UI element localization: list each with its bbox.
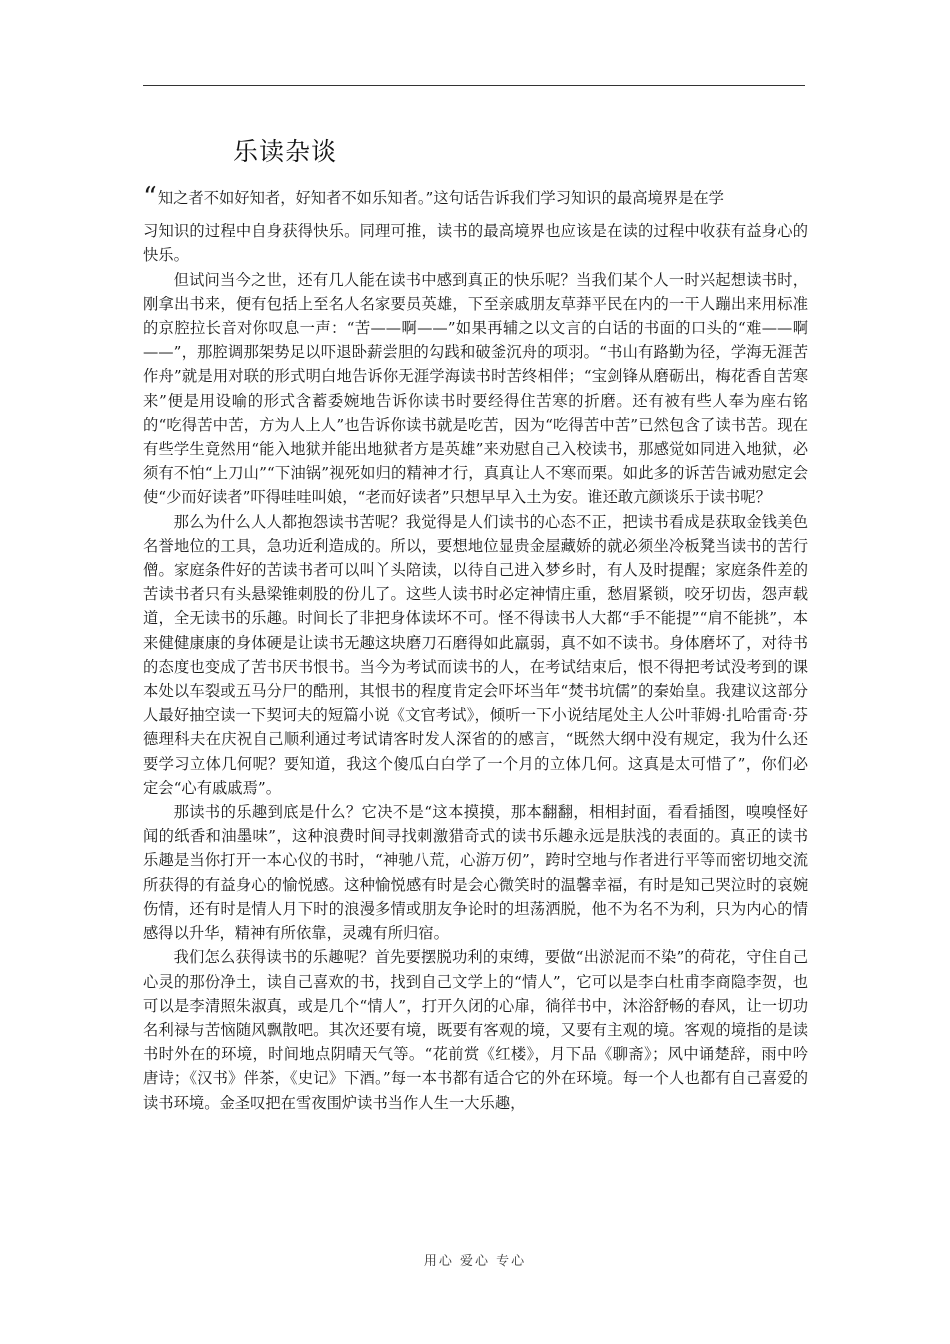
paragraph-1: 但试问当今之世，还有几人能在读书中感到真正的快乐呢？当我们某个人一时兴起想读书时，刚拿出书来，便有包括上至名人名家要员英雄，下至亲戚朋友草莽平民在内的一干人蹦出来用标准的京腔拉长音对你叹息一声：“苦——啊——”如果再辅之以文言的白话的书面的口头的“难——啊——”，那腔调那架势足以吓退卧薪尝胆的勾践和破釜沉舟的项羽。“书山有路勤为径，学海无涯苦作舟”就是用对联的形式明白地告诉你无涯学海读书时苦终相伴；“宝剑锋从磨砺出，梅花香自苦寒来”便是用设喻的形式含蓄委婉地告诉你读书时要经得住苦寒的折磨。还有被有些人奉为座右铭的“吃得苦中苦，方为人上人”也告诉你读书就是吃苦，因为“吃得苦中苦”已然包含了读书苦。现在有些学生竟然用“能入地狱并能出地狱者方是英雄”来劝慰自己入校读书，那感觉如同进入地狱，必须有不怕“上刀山”“下油锅”视死如归的精神才行，真真让人不寒而栗。如此多的诉苦告诫劝慰定会使“少而好读者”吓得哇哇叫娘，“老而好读者”只想早早入土为安。谁还敢亢颜谈乐于读书呢？	[143, 270, 808, 507]
intro-rest: 习知识的过程中自身获得快乐。同理可推，读书的最高境界也应该是在读的过程中收获有益身心的快乐。	[143, 222, 808, 265]
paragraph-4: 我们怎么获得读书的乐趣呢？首先要摆脱功利的束缚，要做“出淤泥而不染”的荷花，守住自己心灵的那份净土，读自己喜欢的书，找到自己文学上的“情人”，它可以是李白杜甫李商隐李贺，也可以是李清照朱淑真，或是几个“情人”，打开久闭的心扉，徜徉书中，沐浴舒畅的春风，让一切功名利禄与苦恼随风飘散吧。其次还要有境，既要有客观的境，又要有主观的境。客观的境指的是读书时外在的环境，时间地点阴晴天气等。“花前赏《红楼》，月下品《聊斋》；风中诵楚辞，雨中吟唐诗；《汉书》伴茶，《史记》下酒。”每一本书都有适合它的外在环境。每一个人也都有自己喜爱的读书环境。金圣叹把在雪夜围炉读书当作人生一大乐趣，	[143, 948, 808, 1112]
page-footer: 用心 爱心 专心	[423, 1254, 527, 1269]
article-body	[143, 182, 808, 1115]
header-rule	[143, 85, 805, 86]
paragraph-3: 那读书的乐趣到底是什么？它决不是“这本摸摸，那本翻翻，相相封面，看看插图，嗅嗅怪好闻的纸香和油墨味”，这种浪费时间寻找刺激猎奇式的读书乐趣永远是肤浅的表面的。真正的读书乐趣是当你打开一本心仪的书时，“神驰八荒，心游万仞”，跨时空地与作者进行平等而密切地交流所获得的有益身心的愉悦感。这种愉悦感有时是会心微笑时的温馨幸福，有时是知己哭泣时的哀婉伤情，还有时是情人月下时的浪漫多情或朋友争论时的坦荡洒脱，他不为名不为利，只为内心的情感得以升华，精神有所依靠，灵魂有所归宿。	[143, 803, 808, 943]
intro-line-1: 知之者不如好知者，好知者不如乐知者。”这句话告诉我们学习知识的最高境界是在学	[157, 189, 724, 207]
intro-paragraph	[143, 182, 808, 268]
page-title: 乐读杂谈	[233, 137, 338, 166]
intro-first-line	[143, 182, 808, 213]
paragraph-2: 那么为什么人人都抱怨读书苦呢？我觉得是人们读书的心态不正，把读书看成是获取金钱美色名誉地位的工具，急功近利造成的。所以，要想地位显贵金屋藏娇的就必须坐冷板凳当读书的苦行僧。家庭条件好的苦读书者可以叫丫头陪读，以待自己进入梦乡时，有人及时提醒；家庭条件差的苦读书者只有头悬梁锥刺股的份儿了。这些人读书时必定神情庄重，愁眉紧锁，咬牙切齿，怨声载道，全无读书的乐趣。时间长了非把身体读坏不可。怪不得读书人大都“手不能提”“肩不能挑”，本来健健康康的身体硬是让读书无趣这块磨刀石磨得如此羸弱，真不如不读书。身体磨坏了，对待书的态度也变成了苦书厌书恨书。当今为考试而读书的人，在考试结束后，恨不得把考试没考到的课本处以车裂或五马分尸的酷刑，其恨书的程度肯定会吓坏当年“焚书坑儒”的秦始皇。我建议这部分人最好抽空读一下契诃夫的短篇小说《文官考试》，倾听一下小说结尾处主人公叶菲姆·扎哈雷奇·芬德理科夫在庆祝自己顺利通过考试请客时发人深省的的感言，“既然大纲中没有规定，我为什么还要学习立体几何呢？要知道，我这个傻瓜白白学了一个月的立体几何。这真是太可惜了”，你们必定会“心有戚戚焉”。	[143, 512, 808, 797]
opening-quote-mark: “	[143, 182, 157, 213]
